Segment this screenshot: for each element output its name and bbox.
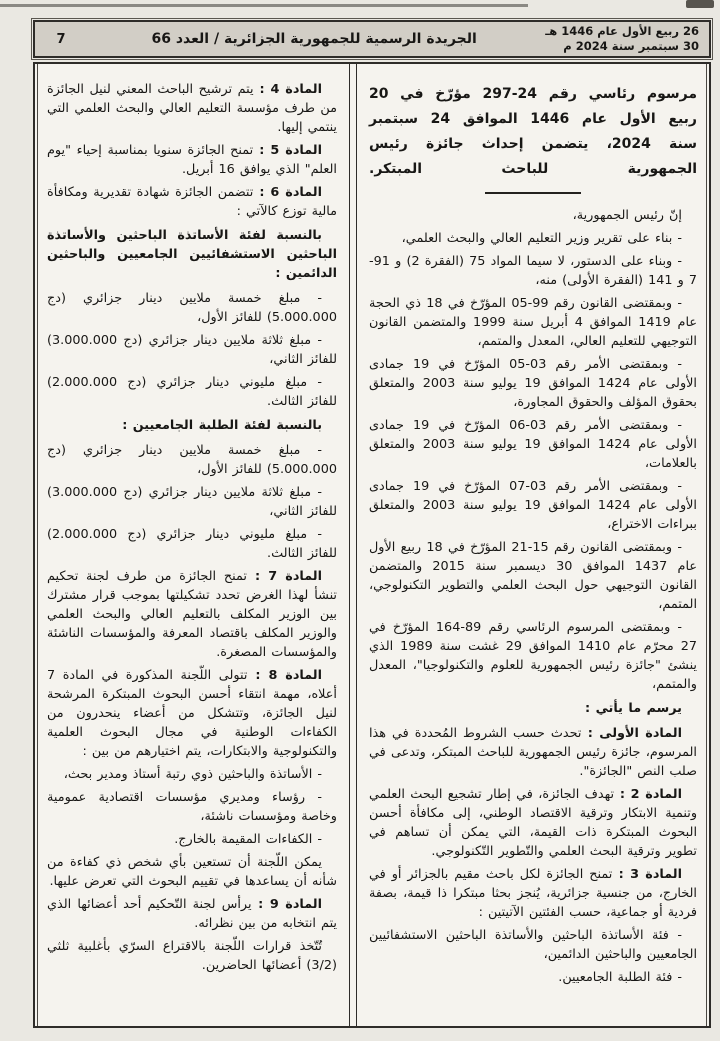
- separator-rule: [485, 192, 581, 194]
- paragraph: إنّ رئيس الجمهورية،: [572, 208, 682, 223]
- paragraph: - مبلغ خمسة ملايين دينار جزائري (دج 5.000.000) للفائز الأول،: [47, 443, 337, 477]
- scan-edge-line: [0, 4, 528, 7]
- page-header-band: [33, 20, 711, 58]
- paragraph: - الكفاءات المقيمة بالخارج.: [174, 832, 322, 847]
- page-number: 7: [56, 31, 66, 47]
- article-label: المادة 2 :: [614, 787, 682, 802]
- paragraph: - وبمقتضى القانون رقم 15-21 المؤرّخ في 18 ربيع الأول عام 1437 الموافق 30 ديسمبر سنة 2015 والمتضمن القانون التوجيهي حول البحث العلمي والتطوير التكنولوجي، المتمم،: [369, 540, 697, 612]
- left-column: [35, 64, 349, 1026]
- paragraph: - الأساتذة والباحثين ذوي رتبة أستاذ ومدير بحث،: [63, 767, 322, 782]
- decree-title: مرسوم رئاسي رقم 24-297 مؤرّخ في 20 ربيع الأول عام 1446 الموافق 24 سبتمبر سنة 2024، يتضمن إحداث جائزة رئيس الجمهورية للباحث المبتكر.: [369, 86, 697, 177]
- paragraph: يمكن اللّجنة أن تستعين بأي شخص ذي كفاءة من شأنه أن يساعدها في تقييم البحوث التي تعرض عليها.: [47, 855, 337, 889]
- article-label: المادة 5 :: [253, 143, 322, 158]
- article-label: المادة 9 :: [251, 897, 322, 912]
- paragraph: - فئة الأساتذة الباحثين والأساتذة الباحثين الاستشفائيين الجامعيين والباحثين الدائمين،: [369, 928, 697, 962]
- paragraph: - مبلغ مليوني دينار جزائري (دج 2.000.000) للفائز الثالث.: [47, 375, 337, 409]
- scan-artifact: [686, 0, 714, 8]
- article-paragraph: المادة 5 : تمنح الجائزة سنويا بمناسبة إحياء "يوم العلم" الذي يوافق 16 أبريل.: [47, 143, 337, 177]
- paragraph: - بناء على تقرير وزير التعليم العالي والبحث العلمي،: [401, 231, 682, 246]
- paragraph: - رؤساء ومديري مؤسسات اقتصادية عمومية وخاصة ومؤسسات ناشئة،: [47, 790, 337, 824]
- gazette-title: الجريدة الرسمية للجمهورية الجزائرية / العدد 66: [151, 31, 477, 47]
- section-heading: بالنسبة لفئة الطلبة الجامعيين :: [122, 418, 322, 433]
- paragraph: - فئة الطلبة الجامعيين.: [558, 970, 682, 985]
- column-divider-rule: [349, 64, 357, 1026]
- paragraph: - وبمقتضى الأمر رقم 03-05 المؤرّخ في 19 جمادى الأولى عام 1424 الموافق 19 يوليو سنة 2003 والمتعلق بحقوق المؤلف والحقوق المجاورة،: [369, 357, 697, 410]
- article-paragraph: المادة 4 : يتم ترشيح الباحث المعني لنيل الجائزة من طرف مؤسسة التعليم العالي والبحث العلمي التي ينتمي إليها.: [47, 82, 337, 135]
- issue-dates: [541, 24, 709, 54]
- article-paragraph: المادة الأولى : تحدث حسب الشروط المُحددة في هذا المرسوم، جائزة رئيس الجمهورية للباحث المبتكر، وتدعى في صلب النص "الجائزة".: [369, 726, 697, 779]
- paragraph: - مبلغ خمسة ملايين دينار جزائري (دج 5.000.000) للفائز الأول،: [47, 291, 337, 325]
- paragraph: - مبلغ ثلاثة ملايين دينار جزائري (دج 3.000.000) للفائز الثاني،: [47, 485, 337, 519]
- article-label: المادة 4 :: [253, 82, 323, 97]
- paragraph: - وبمقتضى الأمر رقم 03-07 المؤرّخ في 19 جمادى الأولى عام 1424 الموافق 19 يوليو سنة 2003 والمتعلق ببراءات الاختراع،: [369, 479, 697, 532]
- right-column: [357, 64, 709, 1026]
- content-frame: [33, 62, 711, 1028]
- article-label: المادة 7 :: [246, 569, 323, 584]
- article-label: المادة 8 :: [247, 668, 323, 683]
- article-label: المادة الأولى :: [581, 726, 682, 741]
- gregorian-date: 30 سبتمبر سنة 2024 م: [563, 39, 699, 53]
- paragraph: - وبناء على الدستور، لا سيما المواد 75 (الفقرة 2) و 91-7 و 141 (الفقرة الأولى) منه،: [369, 254, 697, 288]
- article-paragraph: المادة 2 : تهدف الجائزة، في إطار تشجيع البحث العلمي وتنمية الابتكار وترقية الاقتصاد الوطني، إلى مكافأة أحسن البحوث المبتكرة ذات القيمة، التي يمكن أن تساهم في تطوير وترقية البحث العلمي والتّطوير التّكنولوجي.: [369, 787, 697, 859]
- section-heading: يرسم ما يأتي :: [585, 701, 682, 716]
- article-paragraph: المادة 3 : تمنح الجائزة لكل باحث مقيم بالجزائر أو في الخارج، من جنسية جزائرية، يُنجز بحثا مبتكرا ذا قيمة، بصفة فردية أو جماعية، حسب الفئتين الآتيتين :: [369, 867, 697, 920]
- article-paragraph: المادة 6 : تتضمن الجائزة شهادة تقديرية ومكافأة مالية توزع كالآتي :: [47, 185, 337, 219]
- paragraph: - وبمقتضى القانون رقم 99-05 المؤرّخ في 18 ذي الحجة عام 1419 الموافق 4 أبريل سنة 1999 والمتضمن القانون التوجيهي للتعليم العالي، المعدل والمتمم،: [369, 296, 697, 349]
- paragraph: - وبمقتضى المرسوم الرئاسي رقم 89-164 المؤرّخ في 27 محرّم عام 1410 الموافق 29 غشت سنة 1989 الذي ينشئ "جائزة رئيس الجمهورية للعلوم والتكنولوجيا"، المعدل والمتمم،: [369, 620, 697, 692]
- paragraph: تُتّخذ قرارات اللّجنة بالاقتراع السرّي بأغلبية ثلثي (3/2) أعضائها الحاضرين.: [47, 939, 337, 973]
- article-label: المادة 3 :: [612, 867, 682, 882]
- hijri-date: 26 ربيع الأول عام 1446 هـ: [545, 24, 699, 38]
- section-heading: بالنسبة لفئة الأساتذة الباحثين والأساتذة الباحثين الاستشفائيين الجامعيين والباحثين الدائمين :: [47, 228, 337, 281]
- article-paragraph: المادة 8 : تتولى اللّجنة المذكورة في المادة 7 أعلاه، مهمة انتقاء أحسن البحوث المبتكرة المرشحة لنيل الجائزة، وتتشكل من أعضاء ينحدرون من الكفاءات الوطنية في مجال البحوث العلمية والتكنولوجية والابتكارات، يتم اختيارهم من بين :: [47, 668, 337, 759]
- article-paragraph: المادة 9 : يرأس لجنة التّحكيم أحد أعضائها الذي يتم انتخابه من بين نظرائه.: [47, 897, 337, 931]
- paragraph: - مبلغ مليوني دينار جزائري (دج 2.000.000) للفائز الثالث.: [47, 527, 337, 561]
- article-label: المادة 6 :: [253, 185, 322, 200]
- article-paragraph: المادة 7 : تمنح الجائزة من طرف لجنة تحكيم تنشأ لهذا الغرض تحدد تشكيلتها بموجب قرار مشترك بين الوزير المكلف بالتعليم العالي والبحث العلمي والوزير المكلف باقتصاد المعرفة والمؤسسات الناشئة والمؤسسات المصغرة.: [47, 569, 337, 660]
- paragraph: - مبلغ ثلاثة ملايين دينار جزائري (دج 3.000.000) للفائز الثاني،: [47, 333, 337, 367]
- paragraph: - وبمقتضى الأمر رقم 03-06 المؤرّخ في 19 جمادى الأولى عام 1424 الموافق 19 يوليو سنة 2003 والمتعلق بالعلامات،: [369, 418, 697, 471]
